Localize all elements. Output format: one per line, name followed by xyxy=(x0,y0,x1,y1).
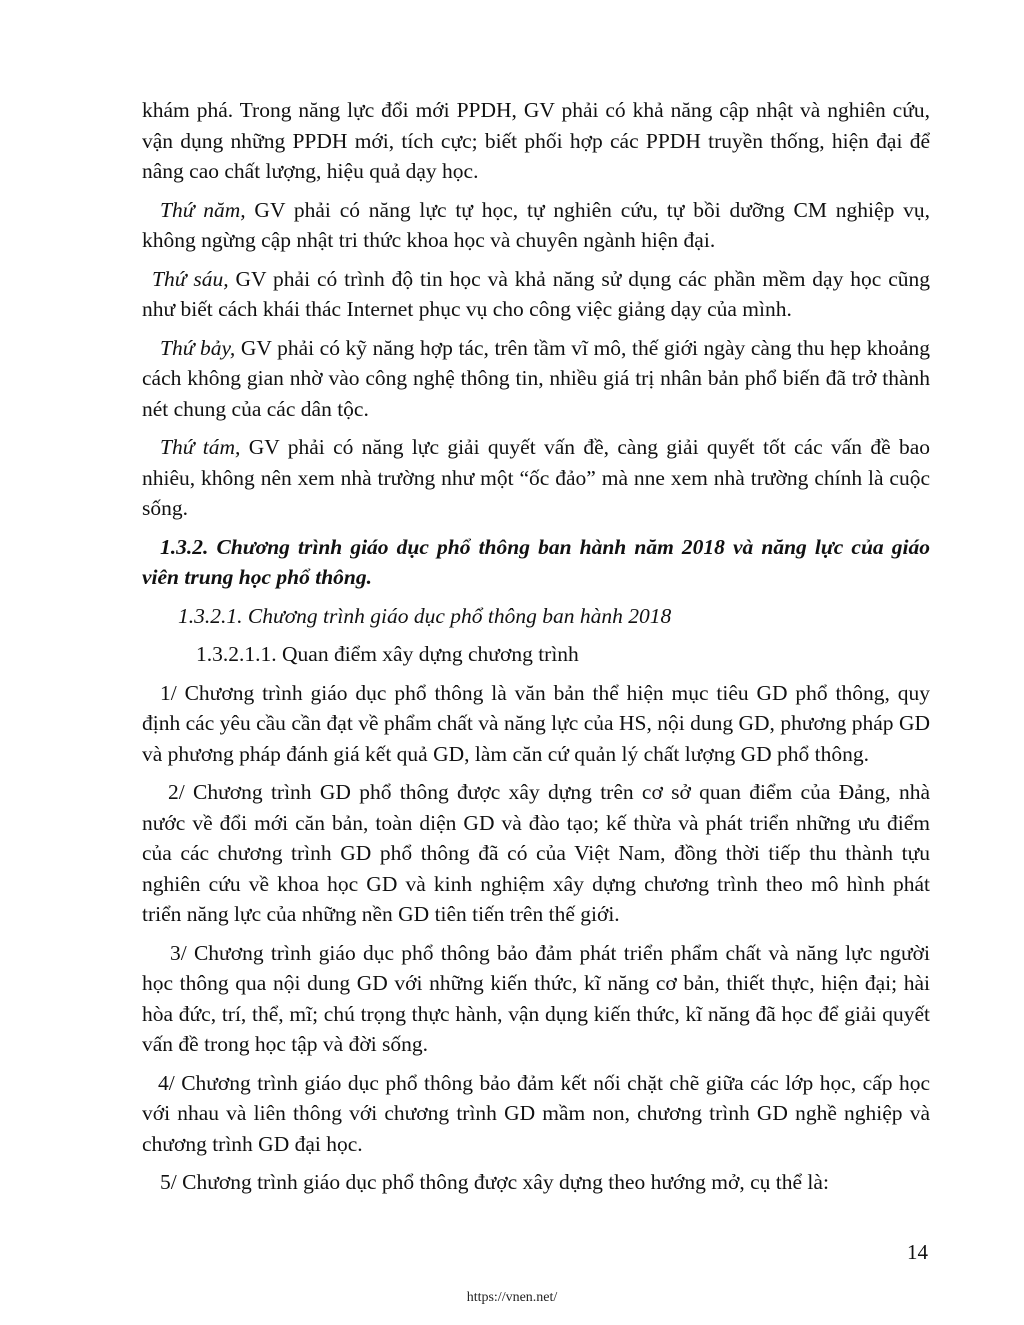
list-item-1: 1/ Chương trình giáo dục phổ thông là văn bản thể hiện mục tiêu GD phổ thông, quy định các yêu cầu cần đạt về phẩm chất và năng lực của HS, nội dung GD, phương pháp GD và phương pháp đánh giá kết quả GD, làm căn cứ quản lý chất lượng GD phổ thông. xyxy=(142,680,930,766)
paragraph-lead: Thứ sáu, xyxy=(152,266,229,291)
subsubsection-heading-1-3-2-1-1: 1.3.2.1.1. Quan điểm xây dựng chương trình xyxy=(196,642,579,666)
page-number: 14 xyxy=(907,1240,928,1264)
list-item-4: 4/ Chương trình giáo dục phổ thông bảo đảm kết nối chặt chẽ giữa các lớp học, cấp học với nhau và liên thông với chương trình GD mầm non, chương trình GD nghề nghiệp và chương trình GD đại học. xyxy=(142,1070,930,1156)
paragraph-text: GV phải có kỹ năng hợp tác, trên tầm vĩ mô, thế giới ngày càng thu hẹp khoảng cách không gian nhờ vào công nghệ thông tin, nhiều giá trị nhân bản phổ biến đã trở thành nét chung của các dân tộc. xyxy=(142,335,930,421)
paragraph-thu-bay xyxy=(142,333,930,425)
paragraph-thu-tam xyxy=(142,432,930,524)
list-item-3: 3/ Chương trình giáo dục phổ thông bảo đảm phát triển phẩm chất và năng lực người học thông qua nội dung GD với những kiến thức, kĩ năng cơ bản, thiết thực, hiện đại; hài hòa đức, trí, thể, mĩ; chú trọng thực hành, vận dụng kiến thức, kĩ năng đã học để giải quyết vấn đề trong học tập và đời sống. xyxy=(142,940,930,1056)
paragraph-lead: Thứ tám, xyxy=(160,435,241,459)
paragraph-thu-sau xyxy=(142,264,930,325)
paragraph-text: GV phải có trình độ tin học và khả năng sử dụng các phần mềm dạy học cũng như biết cách khái thác Internet phục vụ cho công việc giảng dạy của mình. xyxy=(142,266,930,321)
footer-url: https://vnen.net/ xyxy=(466,1290,558,1305)
paragraph-text: GV phải có năng lực giải quyết vấn đề, càng giải quyết tốt các vấn đề bao nhiêu, không nên xem nhà trường như một “ốc đảo” mà nne xem nhà trường chính là cuộc sống. xyxy=(142,435,931,520)
paragraph-text: GV phải có năng lực tự học, tự nghiên cứu, tự bồi dưỡng CM nghiệp vụ, không ngừng cập nhật tri thức khoa học và chuyên ngành hiện đại. xyxy=(142,197,930,252)
paragraph-lead: Thứ bảy, xyxy=(160,335,236,360)
list-item-5: 5/ Chương trình giáo dục phổ thông được xây dựng theo hướng mở, cụ thể là: xyxy=(160,1170,829,1194)
page-body xyxy=(142,95,930,1206)
paragraph-lead: Thứ năm, xyxy=(160,197,246,222)
subsection-heading-1-3-2-1: 1.3.2.1. Chương trình giáo dục phổ thông ban hành 2018 xyxy=(178,603,672,628)
paragraph-thu-nam xyxy=(142,195,930,256)
list-item-2: 2/ Chương trình GD phổ thông được xây dựng trên cơ sở quan điểm của Đảng, nhà nước về đổi mới căn bản, toàn diện GD và đào tạo; kế thừa và phát triển những ưu điểm của các chương trình GD phổ thông đã có của Việt Nam, đồng thời tiếp thu thành tựu nghiên cứu về khoa học GD và kinh nghiệm xây dựng chương trình theo mô hình phát triển năng lực của những nền GD tiên tiến trên thế giới. xyxy=(142,780,930,926)
paragraph-intro: khám phá. Trong năng lực đổi mới PPDH, GV phải có khả năng cập nhật và nghiên cứu, vận dụng những PPDH mới, tích cực; biết phối hợp các PPDH truyền thống, hiện đại để nâng cao chất lượng, hiệu quả dạy học. xyxy=(142,98,930,183)
section-heading-1-3-2: 1.3.2. Chương trình giáo dục phổ thông ban hành năm 2018 và năng lực của giáo viên trung học phổ thông. xyxy=(142,534,930,589)
